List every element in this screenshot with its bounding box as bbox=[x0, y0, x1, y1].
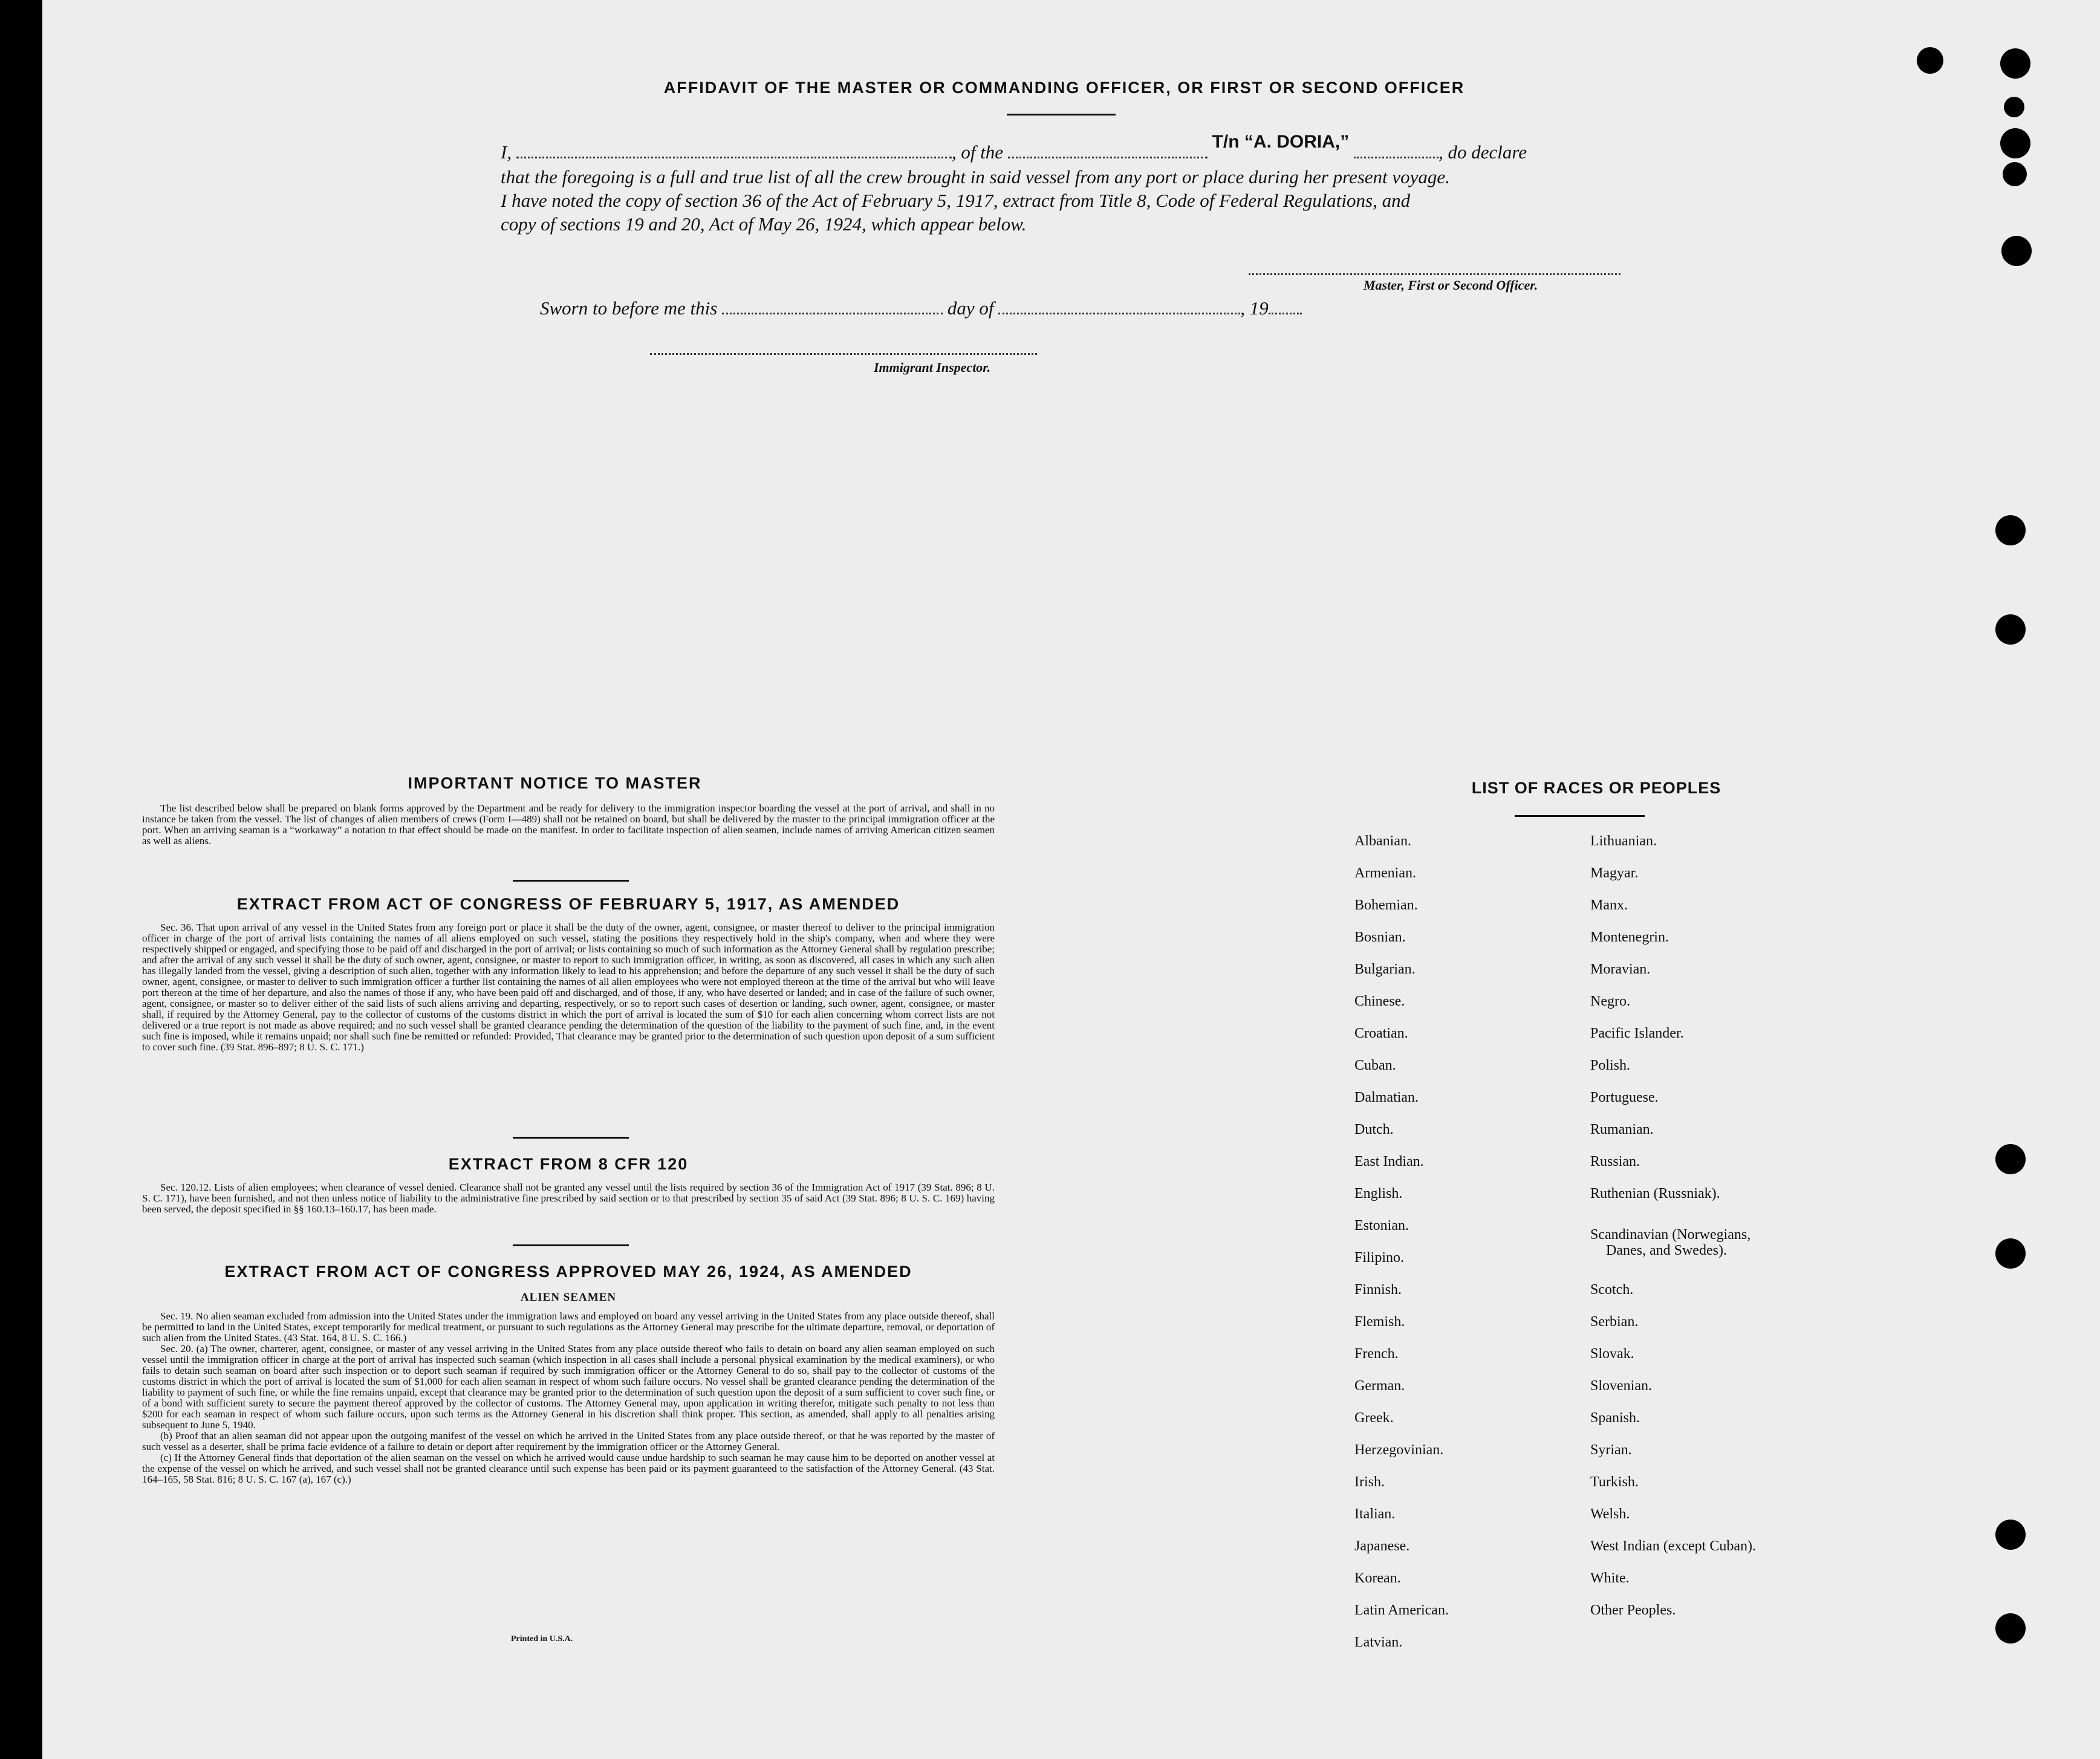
sec-20b-paragraph: (b) Proof that an alien seaman did not appear upon the outgoing manifest of the vessel on which he arrived in the United States from any place outside thereof, or that he was reported by the master of such vessel as a deserter, shall be prima facie evidence of a failure to detain or deport after requirement by the immigration officer or the Attorney General. bbox=[142, 1430, 995, 1452]
sworn-month-blank[interactable] bbox=[998, 310, 1240, 314]
extract-cfr-text bbox=[142, 1182, 995, 1215]
race-item: German. bbox=[1354, 1378, 1405, 1394]
races-column-1 bbox=[1354, 825, 1449, 1659]
affidavit-line-4: copy of sections 19 and 20, Act of May 26, 1924, which appear below. bbox=[501, 213, 1027, 235]
race-item: Dutch. bbox=[1354, 1122, 1394, 1137]
race-item: Other Peoples. bbox=[1590, 1602, 1676, 1618]
race-item: Bulgarian. bbox=[1354, 961, 1416, 977]
race-item: Serbian. bbox=[1590, 1314, 1639, 1330]
name-blank[interactable] bbox=[516, 154, 952, 158]
race-item: Korean. bbox=[1354, 1570, 1401, 1586]
race-item: Portuguese. bbox=[1590, 1090, 1659, 1105]
punch-hole bbox=[2003, 162, 2027, 186]
race-item: Moravian. bbox=[1590, 961, 1651, 977]
race-item: Pacific Islander. bbox=[1590, 1026, 1684, 1041]
master-caption: Master, First or Second Officer. bbox=[1364, 278, 1538, 293]
sec-19-paragraph: Sec. 19. No alien seaman excluded from admission into the United States under the immigration laws and employed on board any vessel arriving in the United States from any place outside thereof, shall be permitted to land in the United States, except temporarily for medical treatment, or pursuant to such regulations as the Attorney General may prescribe for the ultimate departure, removal, or deportation of such alien from the United States. (43 Stat. 164, 8 U. S. C. 166.) bbox=[142, 1310, 995, 1344]
punch-hole bbox=[1995, 1520, 2026, 1550]
race-item: Armenian. bbox=[1354, 865, 1416, 881]
race-item: Montenegrin. bbox=[1590, 929, 1669, 945]
alien-seamen-subtitle: ALIEN SEAMEN bbox=[520, 1291, 617, 1304]
vessel-blank-right bbox=[1354, 154, 1438, 158]
race-item: Italian. bbox=[1354, 1506, 1396, 1522]
sworn-day-of: day of bbox=[947, 298, 994, 319]
punch-hole bbox=[1995, 1613, 2026, 1644]
notice-text bbox=[142, 803, 995, 847]
race-item: Scandinavian (Norwegians, bbox=[1590, 1227, 1751, 1243]
race-item: Croatian. bbox=[1354, 1026, 1408, 1041]
punch-hole bbox=[1917, 47, 1943, 74]
sec-20a-paragraph: Sec. 20. (a) The owner, charterer, agent, consignee, or master of any vessel arriving in the United States from any place outside thereof who fails to detain on board any alien seaman employed on such vessel until the immigration officer in charge at the port of arrival has inspected such seaman (which inspection in all cases shall include a personal physical examination by the medical examiners), or who fails to detain such seaman on board after such inspection or to deport such seaman if required by such immigration officer or the Attorney General to do so, shall pay to the collector of customs of the customs district in which the port of arrival is located the sum of $1,000 for each alien seaman in respect of whom such failure occurs. No vessel shall be granted clearance pending the determination of the liability to payment of such fine, or while the fine remains unpaid, except that clearance may be granted prior to the determination of such question upon the deposit of a sum sufficient to cover such fine, or of a bond with sufficient surety to secure the payment thereof approved by the collector of customs. The Attorney General may, upon application in writing therefor, mitigate such penalty to not less than $200 for each seaman in respect of whom such failure occurs, upon such terms as the Attorney General in his discretion shall think proper. This section, as amended, shall apply to all penalties arising subsequent to June 5, 1940. bbox=[142, 1343, 995, 1431]
race-item: Japanese. bbox=[1354, 1538, 1410, 1554]
affidavit-title: AFFIDAVIT OF THE MASTER OR COMMANDING OFFICER, OR FIRST OR SECOND OFFICER bbox=[663, 79, 1465, 97]
race-item: Latvian. bbox=[1354, 1634, 1403, 1650]
sworn-year: , 19 bbox=[1240, 298, 1269, 319]
race-item: Lithuanian. bbox=[1590, 833, 1657, 849]
race-item: Magyar. bbox=[1590, 865, 1639, 881]
extract-1917-text bbox=[142, 922, 995, 1053]
affidavit-of-the: , of the bbox=[951, 141, 1004, 163]
race-item: Turkish. bbox=[1590, 1474, 1639, 1490]
sworn-prefix: Sworn to before me this bbox=[540, 298, 718, 319]
race-item: Chinese. bbox=[1354, 993, 1405, 1009]
race-item: West Indian (except Cuban). bbox=[1590, 1538, 1756, 1554]
race-item: English. bbox=[1354, 1186, 1403, 1201]
affidavit-line-1 bbox=[501, 132, 1625, 164]
sec-120-12-paragraph: Sec. 120.12. Lists of alien employees; when clearance of vessel denied. Clearance shall not be granted any vessel until the lists required by section 36 of the Immigration Act of 1917 (39 Stat. 896; 8 U. S. C. 171), have been furnished, and not then unless notice of liability to the administrative fine prescribed by said section or to that prescribed by section 35 of said Act (39 Stat. 896; 8 U. S. C. 169) having been served, the deposit specified in §§ 160.13–160.17, has been made. bbox=[142, 1182, 995, 1215]
sworn-day-blank[interactable] bbox=[722, 310, 943, 314]
inspector-signature-line[interactable] bbox=[650, 351, 1037, 355]
extract-1924-text bbox=[142, 1311, 995, 1485]
race-item: Negro. bbox=[1590, 993, 1630, 1009]
punch-hole bbox=[1995, 1238, 2026, 1269]
race-item: Slovak. bbox=[1590, 1346, 1634, 1362]
race-item: Latin American. bbox=[1354, 1602, 1449, 1618]
race-item: East Indian. bbox=[1354, 1154, 1424, 1169]
race-item: Russian. bbox=[1590, 1154, 1640, 1169]
sworn-year-blank[interactable] bbox=[1269, 310, 1302, 314]
extract-1917-rule bbox=[513, 1137, 629, 1139]
punch-hole bbox=[1995, 1144, 2026, 1174]
races-column-2 bbox=[1590, 825, 1756, 1627]
title-rule bbox=[1007, 114, 1116, 115]
punch-hole bbox=[2001, 236, 2032, 266]
race-item: Spanish. bbox=[1590, 1410, 1640, 1426]
affidavit-line-3: I have noted the copy of section 36 of the Act of February 5, 1917, extract from Title 8, Code of Federal Regulations, and bbox=[501, 190, 1411, 211]
sworn-line bbox=[540, 296, 1302, 320]
race-item: Herzegovinian. bbox=[1354, 1442, 1444, 1458]
race-item: Scotch. bbox=[1590, 1282, 1634, 1298]
races-rule bbox=[1515, 815, 1645, 817]
punch-hole bbox=[2000, 48, 2030, 79]
vessel-blank-left bbox=[1008, 154, 1208, 158]
extract-1917-title: EXTRACT FROM ACT OF CONGRESS OF FEBRUARY 5, 1917, AS AMENDED bbox=[236, 895, 900, 913]
inspector-caption: Immigrant Inspector. bbox=[874, 360, 991, 375]
race-item: Ruthenian (Russniak). bbox=[1590, 1186, 1720, 1201]
race-item: Bohemian. bbox=[1354, 897, 1418, 913]
notice-rule bbox=[513, 880, 629, 882]
race-item: Filipino. bbox=[1354, 1250, 1405, 1266]
race-item: White. bbox=[1590, 1570, 1630, 1586]
sec-36-paragraph: Sec. 36. That upon arrival of any vessel in the United States from any foreign port or place it shall be the duty of the owner, agent, consignee, or master thereof to deliver to the principal immigration officer in charge of the port of arrival lists containing the names of all aliens employed on such vessel, stating the positions they respectively hold in the ship's company, when and where they were respectively shipped or engaged, and specifying those to be paid off and discharged in the port of arrival; or lists containing so much of such information as the Attorney General shall by regulation prescribe; and after the arrival of any such vessel it shall be the duty of such owner, agent, consignee, or master to report to such immigration officer, in writing, as soon as discovered, all cases in which any such alien has illegally landed from the vessel, giving a description of such alien, together with any information likely to lead to his apprehension; and before the departure of any such vessel it shall be the duty of such owner, agent, consignee, or master to deliver to such immigration officer a further list containing the names of all alien employees who were not employed thereon at the time of the arrival but who will leave port thereon at the time of her departure, and also the names of those if any, who have been paid off and discharged, and of those, if any, who have deserted or landed; and in case of the failure of such owner, agent, consignee, or master so to deliver either of the said lists of such aliens arriving and departing, respectively, or so to report such cases of desertion or landing, such owner, agent, consignee, or master shall, if required by the Attorney General, pay to the collector of customs of the customs district in which the port of arrival is located the sum of $10 for each alien concerning whom correct lists are not delivered or a true report is not made as above required; and no such vessel shall be granted clearance pending the determination of the question of the liability to the payment of such fine, and, in the event such fine is imposed, while it remains unpaid; nor shall such fine be remitted or refunded: Provided, That clearance may be granted prior to the determination of such question upon deposit of a sum sufficient to cover such fine. (39 Stat. 896–897; 8 U. S. C. 171.) bbox=[142, 922, 995, 1053]
affidavit-line-2: that the foregoing is a full and true list of all the crew brought in said vessel from any port or place during her present voyage. bbox=[501, 166, 1450, 187]
document-page bbox=[42, 0, 2100, 1759]
notice-paragraph: The list described below shall be prepared on blank forms approved by the Department and be ready for delivery to the immigration inspector boarding the vessel at the port of arrival, and shall in no instance be taken from the vessel. The list of changes of alien members of crews (Form I—489) shall not be retained on board, but shall be delivered by the master to the principal immigration officer at the port. When an arriving seaman is a “workaway” a notation to that effect should be made on the manifest. In order to facilitate inspection of alien seamen, include names of arriving American citizen seamen as well as aliens. bbox=[142, 802, 995, 847]
punch-hole bbox=[1995, 614, 2026, 645]
affidavit-declare: , do declare bbox=[1438, 141, 1527, 163]
extract-1924-title: EXTRACT FROM ACT OF CONGRESS APPROVED MAY 26, 1924, AS AMENDED bbox=[224, 1263, 912, 1281]
vessel-name: T/n “A. DORIA,” bbox=[1212, 132, 1350, 152]
race-item: Rumanian. bbox=[1590, 1122, 1654, 1137]
race-item: Greek. bbox=[1354, 1410, 1394, 1426]
race-item: Slovenian. bbox=[1590, 1378, 1652, 1394]
printed-in-usa: Printed in U.S.A. bbox=[511, 1634, 573, 1644]
race-item: Welsh. bbox=[1590, 1506, 1630, 1522]
punch-hole bbox=[2000, 128, 2030, 158]
race-item: Danes, and Swedes). bbox=[1606, 1243, 1727, 1258]
race-item: Albanian. bbox=[1354, 833, 1411, 849]
race-item: Polish. bbox=[1590, 1058, 1631, 1073]
race-item: Finnish. bbox=[1354, 1282, 1402, 1298]
race-item: French. bbox=[1354, 1346, 1399, 1362]
punch-hole bbox=[1995, 515, 2026, 545]
race-item: Cuban. bbox=[1354, 1058, 1396, 1073]
race-item: Syrian. bbox=[1590, 1442, 1632, 1458]
race-item: Irish. bbox=[1354, 1474, 1385, 1490]
extract-cfr-title: EXTRACT FROM 8 CFR 120 bbox=[448, 1155, 689, 1173]
extract-cfr-rule bbox=[513, 1244, 629, 1246]
notice-title: IMPORTANT NOTICE TO MASTER bbox=[408, 774, 702, 792]
race-item: Manx. bbox=[1590, 897, 1628, 913]
race-item: Dalmatian. bbox=[1354, 1090, 1419, 1105]
sec-20c-paragraph: (c) If the Attorney General finds that deportation of the alien seaman on the vessel on which he arrived would cause undue hardship to such seaman he may cause him to be deported on another vessel at the expense of the vessel on which he arrived, and such vessel shall not be granted clearance until such expense has been paid or its payment guaranteed to the satisfaction of the Attorney General. (43 Stat. 164–165, 58 Stat. 816; 8 U. S. C. 167 (a), 167 (c).) bbox=[142, 1452, 995, 1485]
race-item: Estonian. bbox=[1354, 1218, 1409, 1234]
race-item: Flemish. bbox=[1354, 1314, 1405, 1330]
race-item: Bosnian. bbox=[1354, 929, 1406, 945]
affidavit-i: I, bbox=[501, 141, 512, 163]
punch-hole bbox=[2004, 97, 2024, 117]
races-title: LIST OF RACES OR PEOPLES bbox=[1471, 779, 1721, 797]
